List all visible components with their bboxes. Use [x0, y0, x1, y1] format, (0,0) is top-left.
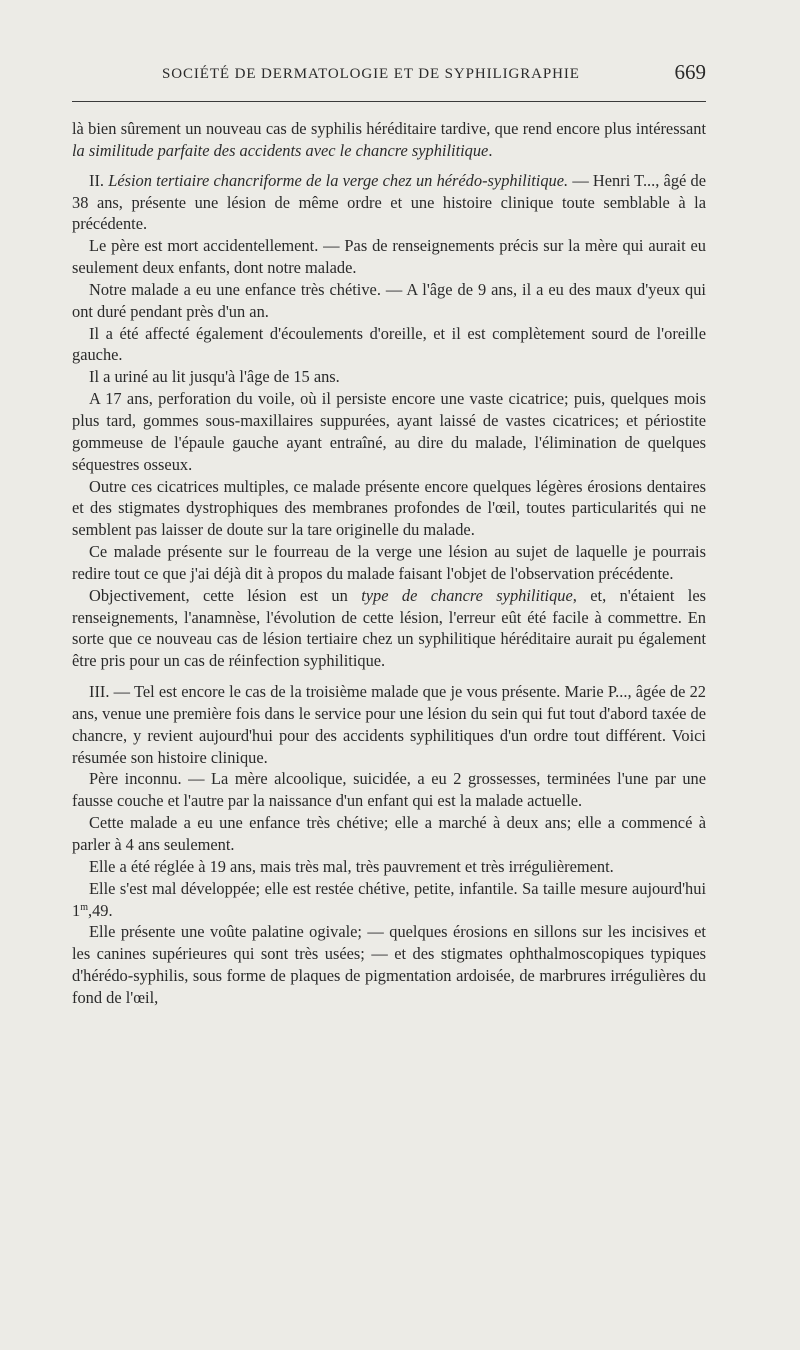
section-iii-paragraph: III. — Tel est encore le cas de la troisième malade que je vous présente. Marie P..., âgée de 22 ans, venue une première fois dans le service pour une lésion du sein qui fut tout d'abord taxée de chancre, y revient aujourd'hui pour des accidents syphilitiques d'un ordre tout différent. Voici résumée son histoire clinique. — [72, 682, 706, 767]
running-title: SOCIÉTÉ DE DERMATOLOGIE ET DE SYPHILIGRAPHIE — [162, 66, 580, 82]
paragraph: Elle présente une voûte palatine ogivale; — quelques érosions en sillons sur les incisives et les canines supérieures qui sont très usées; — et des stigmates ophthalmoscopiques typiques d'hérédo-syphilis, sous forme de plaques de pigmentation ardoisée, de marbrures irrégulières du fond de l'œil, — [72, 922, 706, 1007]
paragraph: Il a été affecté également d'écoulements d'oreille, et il est complètement sourd de l'oreille gauche. — [72, 323, 706, 365]
page-header — [72, 60, 706, 90]
paragraph: Elle s'est mal développée; elle est restée chétive, petite, infantile. Sa taille mesure aujourd'hui 1$^m$,49. — [72, 878, 706, 920]
page-number: 669 — [674, 60, 706, 84]
body-text — [72, 118, 706, 1009]
paragraph: Elle a été réglée à 19 ans, mais très mal, très pauvrement et très irrégulièrement. — [89, 856, 614, 876]
section-ii-title: Lésion tertiaire chancriforme de la verge chez un hérédo-syphilitique. — [108, 170, 569, 190]
paragraph: Il a uriné au lit jusqu'à l'âge de 15 ans. — [89, 367, 340, 387]
emphasis: type de chancre syphilitique — [361, 585, 573, 605]
paragraph: A 17 ans, perforation du voile, où il persiste encore une vaste cicatrice; puis, quelques mois plus tard, gommes sous-maxillaires suppurées, ayant laissé de vastes cicatrices; et périostite gommeuse de l'épaule gauche ayant entraîné, au dire du malade, l'élimination de quelques séquestres osseux. — [72, 389, 706, 474]
paragraph: Père inconnu. — La mère alcoolique, suicidée, a eu 2 grossesses, terminées l'une par une fausse couche et l'autre par la naissance d'un enfant qui est la malade actuelle. — [72, 769, 706, 811]
paragraph: Cette malade a eu une enfance très chétive; elle a marché à deux ans; elle a commencé à parler à 4 ans seulement. — [72, 813, 706, 854]
header-rule — [72, 101, 706, 102]
paragraph: Objectivement, cette lésion est un type de chancre syphilitique, et, n'étaient les renseignements, l'anamnèse, l'évolution de cette lésion, l'erreur eût été facile à commettre. En sorte que ce nouveau cas de lésion tertiaire chez un syphilitique héréditaire aurait pu également être pris pour un cas de réinfection syphilitique. — [72, 585, 706, 671]
paragraph: Outre ces cicatrices multiples, ce malade présente encore quelques légères érosions dentaires et des stigmates dystrophiques des membranes profondes de l'œil, toutes particularités qui ne semblent pas laisser de doute sur la tare originelle du malade. — [72, 476, 706, 540]
unit-superscript: m — [80, 901, 88, 913]
paragraph-continuation: là bien sûrement un nouveau cas de syphilis héréditaire tardive, que rend encore plus intéressant la similitude parfaite des accidents avec le chancre syphilitique. — [72, 119, 706, 160]
paragraph: Ce malade présente sur le fourreau de la verge une lésion au sujet de laquelle je pourrais redire tout ce que j'ai déjà dit à propos du malade faisant l'objet de l'observation précédente. — [72, 542, 706, 583]
section-ii-heading: II. Lésion tertiaire chancriforme de la verge chez un hérédo-syphilitique. — Henri T..., âgé de 38 ans, présente une lésion de même ordre et une histoire clinique toute semblable à la précédente. — [72, 170, 706, 234]
paragraph: Le père est mort accidentellement. — Pas de renseignements précis sur la mère qui aurait eu seulement deux enfants, dont notre malade. — [72, 236, 706, 278]
paragraph: Notre malade a eu une enfance très chétive. — A l'âge de 9 ans, il a eu des maux d'yeux qui ont duré pendant près d'un an. — [72, 279, 706, 321]
emphasis: la similitude parfaite des accidents avec le chancre syphilitique — [72, 140, 489, 160]
